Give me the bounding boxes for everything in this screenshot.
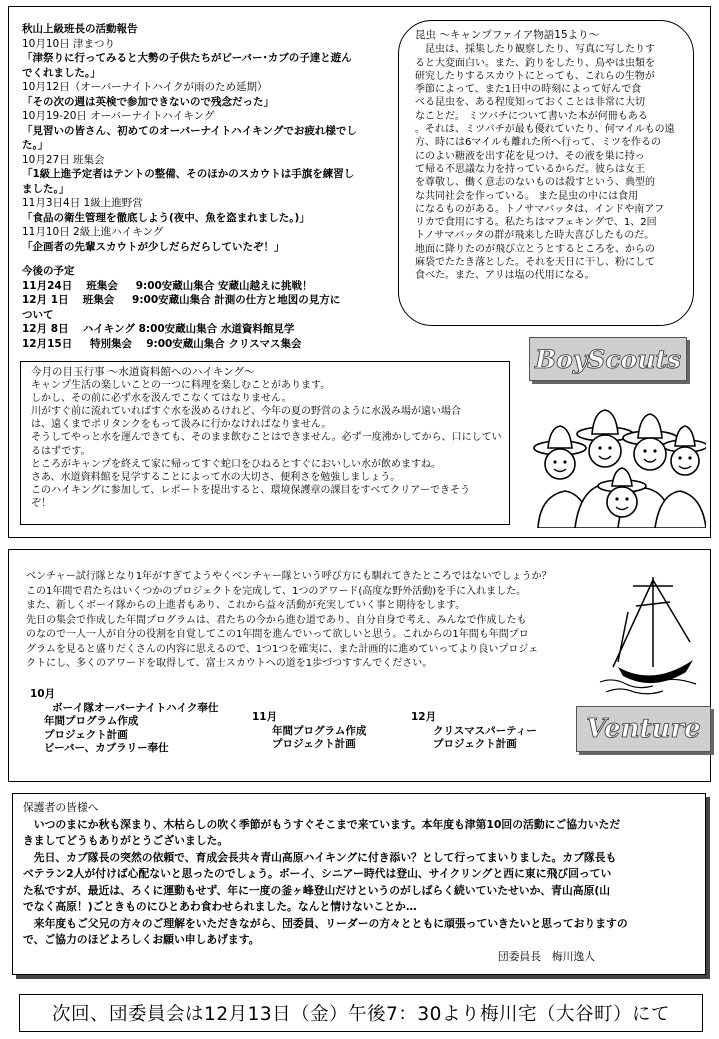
schedule-item: 年間プログラム作成 (272, 724, 367, 737)
schedule-line: 12月 8日 ハイキング 8:00安蔵山集合 水道資料館見学 (22, 323, 295, 335)
schedule-item: クリスマスパーティー (433, 724, 537, 737)
schedule-item: プロジェクト計画 (272, 738, 356, 750)
boyscouts-title-plate: BoyScouts (529, 337, 687, 381)
insect-line: を尊敬し、働く意志のないものは殺すという、典型的 (415, 177, 655, 189)
insect-line: リカで食用にする。私たちはマフェキングで、1、2回 (415, 217, 657, 229)
report-title: 秋山上級班長の活動報告 (22, 23, 138, 35)
report-line: 「津祭りに行ってみると大勢の子供たちがビーバー･カブの子達と遊ん (22, 52, 352, 64)
report-line: 「その次の週は英検で参加できないので残念だった」 (22, 95, 274, 108)
schedule-month: 12月 (411, 711, 437, 723)
schedule-line: 12月15日 特別集会 9:00安蔵山集合 クリスマス集会 (22, 337, 302, 350)
event-line: は、遠くまでポリタンクをもって汲みに行かなければなりません。 (31, 419, 332, 431)
schedule-item: 年間プログラム作成 (44, 715, 139, 727)
letter-line: 来年度もご父兄の方々のご理解をいただきながら、団委員、リーダーの方々とともに頑張っていきたいと思っておりますの (23, 916, 628, 930)
venture-line: クトにし、多くのアワードを取得して、富士スカウトへの道を1歩づつすすんでください。 (26, 658, 433, 669)
insect-line: 方、時には6マイルも離れた所へ行って、ミツを作るの (415, 137, 661, 149)
event-line: 川がすぐ前に流れていればすぐ水を汲めるけれど、今年の夏の野営のように水汲み場が遠い場合 (31, 406, 461, 418)
insect-line: な共同社会を作っている。 また昆虫の中には食用 (415, 190, 639, 202)
spacer (22, 254, 392, 264)
event-line: ぞ！ (31, 497, 51, 509)
guardian-letter-box (12, 793, 706, 975)
report-line: でくれました。」 (22, 66, 101, 79)
insect-line: になるものがある。トノサマバッタは、インドや南アフ (415, 203, 665, 215)
insect-line: なことだ。 ミツバチについて書いた本が何冊もある (415, 110, 648, 122)
report-line: 10月27日 班集会 (22, 153, 105, 166)
letter-title: 保護者の皆様へ (23, 801, 99, 814)
report-line: 10月12日（オーバーナイトハイクが雨のため延期） (22, 81, 268, 93)
insect-line: 昆虫は、採集したり観察したり、写真に写したりす (415, 44, 655, 56)
activity-report (22, 22, 392, 351)
venture-december-schedule (411, 711, 537, 752)
report-line: 11月3日4日 1級上進野営 (22, 197, 143, 209)
report-line: 11月10日 2級上進ハイキング (22, 226, 164, 238)
scouts-group-illustration (530, 396, 706, 528)
report-line: た。」 (22, 139, 49, 151)
schedule-title: 今後の予定 (22, 265, 75, 277)
report-line: ました。」 (22, 182, 70, 195)
schedule-month: 10月 (30, 688, 56, 700)
report-line: 10月10日 津まつり (22, 37, 116, 50)
event-line: るはずです。 (31, 445, 91, 457)
report-line: 「見習いの皆さん、初めてのオーバーナイトハイキングでお疲れ様でし (22, 124, 357, 137)
report-line: 「企画者の先輩スカウトが少しだらだらしていたぞ！」 (22, 240, 285, 253)
report-line: 「食品の衛生管理を徹底しよう(夜中、魚を盗まれました。)」 (22, 211, 310, 224)
event-line: そうしてやっと水を運んできても、そのまま飲むことはできません。必ず一度沸かしてから、口にしてい (31, 432, 502, 444)
schedule-item: ビーバー、カブラリー奉仕 (44, 742, 169, 754)
letter-line: いつのまにか秋も深まり、木枯らしの吹く季節がもうすぐそこまで来ています。本年度も津第10回の活動にご協力いただ (23, 817, 621, 831)
insect-line: トノサマバッタの群が飛来した時大喜びしたものだ。 (415, 230, 655, 242)
insect-line: ると大変面白い。また、釣りをしたり、鳥やは虫類を (415, 57, 655, 69)
schedule-line: ついて (22, 308, 54, 321)
venture-title-plate: Venture (576, 706, 711, 752)
insect-line: 研究したりするスカウトにとっても、これらの生物が (415, 70, 655, 82)
venture-october-schedule (30, 688, 218, 756)
insect-story-box (398, 20, 694, 326)
insect-line: 地面に降りたのが飛び立とうとするところを、からの (415, 243, 655, 255)
letter-line: でなく高原！)ごときものにひとあわ食わせられました。なんと情けないことか… (23, 900, 417, 913)
report-line: 「1級上進予定者はテントの整備、そのほかのスカウトは手旗を練習し (22, 168, 355, 180)
schedule-line: 12月 1日 班集会 9:00安蔵山集合 計測の仕方と地図の見方に (22, 294, 341, 306)
event-line: このハイキングに参加して、レポートを提出すると、環境保護章の課目をすべてクリアーできそう (31, 484, 470, 496)
schedule-item: プロジェクト計画 (433, 738, 517, 750)
venture-line: また、新しくボーイ隊からの上進者もあり、これから益々活動が充実していく事と期待をします。 (26, 600, 466, 611)
insect-line: 食べた。また、アリは塩の代用になる。 (415, 270, 595, 282)
venture-line: グラムを見ると盛りだくさんの内容に思えるので、1つ1つを確実に、また計画的に進めていってより良いプロジェ (26, 643, 539, 655)
insect-line: 季節によって、また1日中の時刻によって好んで食 (415, 84, 642, 96)
insect-line: 。それは、ミツバチが最も優れていたり、何マイルもの遠 (415, 124, 675, 136)
venture-line: 先日の集会で作成した年間プログラムは、君たちの今から進む道であり、自分自身で考え、みんなで作成したも (26, 614, 527, 626)
sailing-ship-illustration (598, 572, 698, 697)
venture-line: この1年間で君たちはいくつかのプロジェクトを完成して、1つのアワード(高度な野外活動)を手に入れました。 (26, 585, 527, 597)
letter-line: 先日、カブ隊長の突然の依頼で、育成会長共々青山高原ハイキングに付き添い？として行ってまいりました。カブ隊長も (23, 850, 617, 864)
venture-message (26, 570, 601, 672)
monthly-event-box (20, 361, 510, 525)
insect-line: 麻袋でたたき落とした。それを天日に干し、粉にして (415, 257, 655, 269)
insect-line: て帰る不思議な力を持っているからだ。彼らは女王 (415, 163, 645, 175)
letter-line: た私ですが、最近は、ろくに運動もせず、年に一度の釜ヶ峰登山だけというのがしばらく続いていたせいか、青山高原(山 (23, 883, 611, 897)
schedule-item: ボーイ隊オーバーナイトハイク奉仕 (52, 701, 219, 714)
schedule-item: プロジェクト計画 (44, 728, 128, 741)
event-line: しかし、その前に必ず水を汲んでこなくてはなりません。 (31, 393, 292, 405)
schedule-month: 11月 (252, 711, 278, 723)
venture-line: ベンチャー試行隊となり1年がすぎてようやくベンチャー隊という呼び方にも馴れてきたところではないでしょうか？ (26, 571, 552, 582)
letter-signature: 団委員長 梅川逸人 (497, 949, 595, 963)
letter-line: きましてどうもありがとうございました。 (23, 834, 229, 847)
insect-line: にのよい糖液を出す花を見つけ、その液を巣に持っ (415, 150, 645, 162)
venture-november-schedule (252, 711, 366, 752)
insect-story-title: 昆虫 ～キャンプファイア物語15より～ (415, 29, 600, 41)
venture-line: のなので一人一人が自分の役割を自覚してこの1年間を進んでいって欲しいと思う。これからの1年間も年間プロ (26, 629, 529, 640)
next-meeting-banner: 次回、団委員会は12月13日（金）午後7：30より梅川宅（大谷町）にて (19, 994, 703, 1032)
event-line: ところがキャンプを終えて家に帰ってすぐ蛇口をひねるとすぐにおいしい水が飲めますね。 (31, 458, 441, 470)
insect-line: べる昆虫を、ある程度知っておくことは非常に大切 (415, 97, 645, 109)
schedule-line: 11月24日 班集会 9:00安蔵山集合 安蔵山越えに挑戦！ (22, 279, 313, 292)
event-line: さあ、水道資料館を見学することによって水の大切さ、便利さを勉強しましょう。 (31, 471, 401, 483)
letter-line: で、ご協力のほどよろしくお願い申しあげます。 (23, 933, 260, 946)
monthly-event-title: 今月の目玉行事 ～水道資料館へのハイキング～ (31, 366, 255, 378)
report-line: 10月19-20日 オーバーナイトハイキング (22, 110, 215, 122)
letter-line: ベテラン2人が付けば心配ないと思ったのでしょう。ボーイ、シニアー時代は登山、サイクリングと西に東に飛び回ってい (23, 867, 612, 880)
event-line: キャンプ生活の楽しいことの一つに料理を楽しむことがあります。 (31, 380, 331, 392)
